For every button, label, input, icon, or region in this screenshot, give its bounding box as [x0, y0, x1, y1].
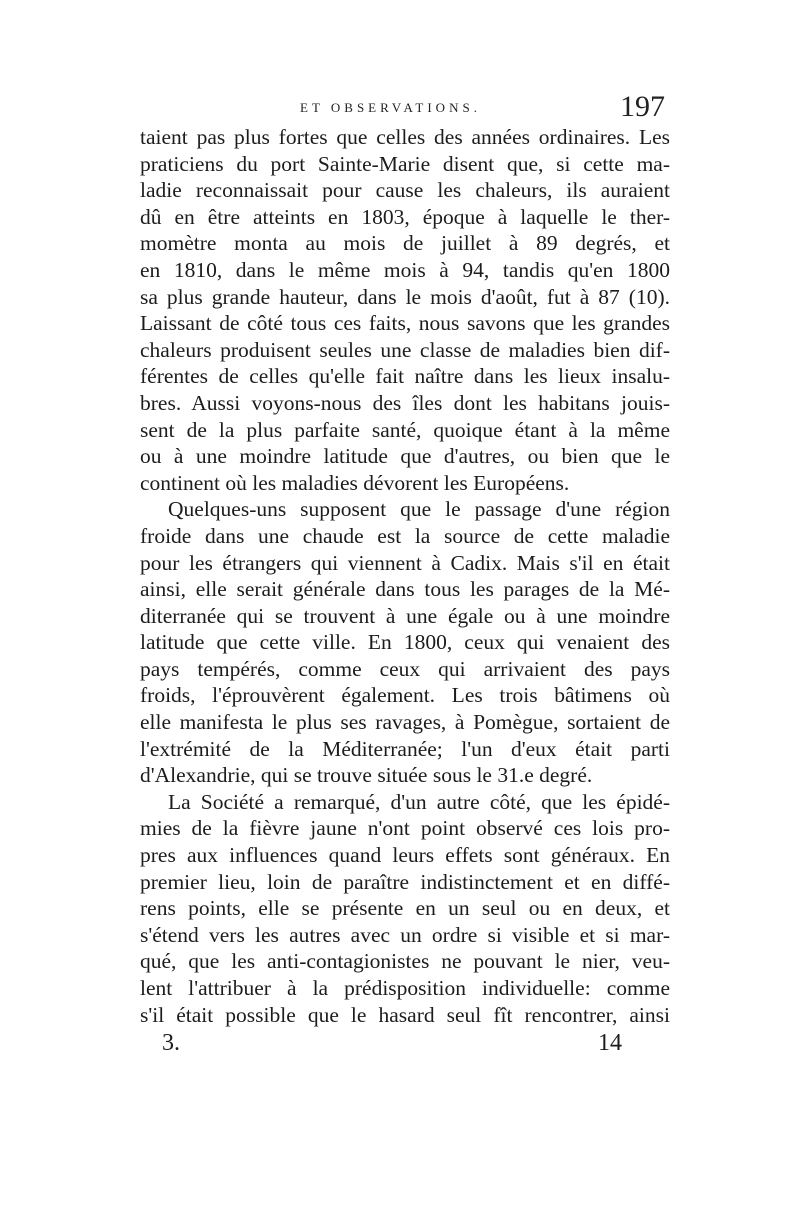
text-line: dû en être atteints en 1803, époque à laquelle le ther- — [140, 204, 670, 229]
text-line: ladie reconnaissait pour cause les chaleurs, ils auraient — [140, 178, 670, 203]
text-line: froids, l'éprouvèrent également. Les trois bâtimens où — [140, 683, 670, 708]
text-line: sent de la plus parfaite santé, quoique étant à la même — [140, 417, 670, 442]
text-line: s'étend vers les autres avec un ordre si visible et si mar- — [140, 922, 670, 947]
text-line: l'extrémité de la Méditerranée; l'un d'eux était parti — [140, 736, 670, 761]
text-line: mies de la fièvre jaune n'ont point observé ces lois pro- — [140, 816, 670, 841]
text-line: ainsi, elle serait générale dans tous les parages de la Mé- — [140, 577, 670, 602]
text-line: momètre monta au mois de juillet à 89 degrés, et — [140, 231, 670, 256]
text-line: continent où les maladies dévorent les Européens. — [140, 470, 570, 495]
text-line: s'il était possible que le hasard seul fît rencontrer, ainsi — [140, 1002, 670, 1027]
sheet-number: 14 — [598, 1030, 622, 1056]
running-head — [140, 90, 665, 126]
page-footer — [162, 1030, 622, 1064]
text-line: pres aux influences quand leurs effets sont généraux. En — [140, 843, 670, 868]
text-line: pour les étrangers qui viennent à Cadix. Mais s'il en était — [140, 550, 670, 575]
text-line: bres. Aussi voyons-nous des îles dont les habitans jouis- — [140, 390, 670, 415]
running-title: ET OBSERVATIONS. — [300, 100, 481, 115]
text-line: diterranée qui se trouvent à une égale ou à une moindre — [140, 603, 670, 628]
text-line: chaleurs produisent seules une classe de maladies bien dif- — [140, 337, 670, 362]
text-line: d'Alexandrie, qui se trouve située sous le 31.e degré. — [140, 763, 593, 788]
page-number: 197 — [620, 90, 665, 123]
signature-mark: 3. — [162, 1030, 180, 1056]
text-line: ou à une moindre latitude que d'autres, ou bien que le — [140, 444, 670, 469]
body-text — [140, 124, 670, 1028]
text-line: qué, que les anti-contagionistes ne pouvant le nier, veu- — [140, 949, 670, 974]
text-line: praticiens du port Sainte-Marie disent que, si cette ma- — [140, 151, 670, 176]
text-line: en 1810, dans le même mois à 94, tandis qu'en 1800 — [140, 257, 670, 282]
paragraph-start-line: La Société a remarqué, d'un autre côté, que les épidé- — [168, 789, 670, 814]
text-line: froide dans une chaude est la source de cette maladie — [140, 523, 670, 548]
text-line: elle manifesta le plus ses ravages, à Pomègue, sortaient de — [140, 710, 670, 735]
text-line: férentes de celles qu'elle fait naître dans les lieux insalu- — [140, 364, 670, 389]
text-line: taient pas plus fortes que celles des années ordinaires. Les — [140, 125, 670, 149]
text-line: lent l'attribuer à la prédisposition individuelle: comme — [140, 976, 670, 1000]
text-line: Laissant de côté tous ces faits, nous savons que les grandes — [140, 311, 670, 336]
text-line: latitude que cette ville. En 1800, ceux qui venaient des — [140, 630, 670, 655]
text-line: rens points, elle se présente en un seul ou en deux, et — [140, 896, 670, 921]
paragraph-start-line: Quelques-uns supposent que le passage d'une région — [168, 497, 670, 522]
text-line: sa plus grande hauteur, dans le mois d'août, fut à 87 (10). — [140, 284, 670, 309]
text-line: pays tempérés, comme ceux qui arrivaient des pays — [140, 656, 670, 681]
text-line: premier lieu, loin de paraître indistinctement et en diffé- — [140, 869, 670, 894]
